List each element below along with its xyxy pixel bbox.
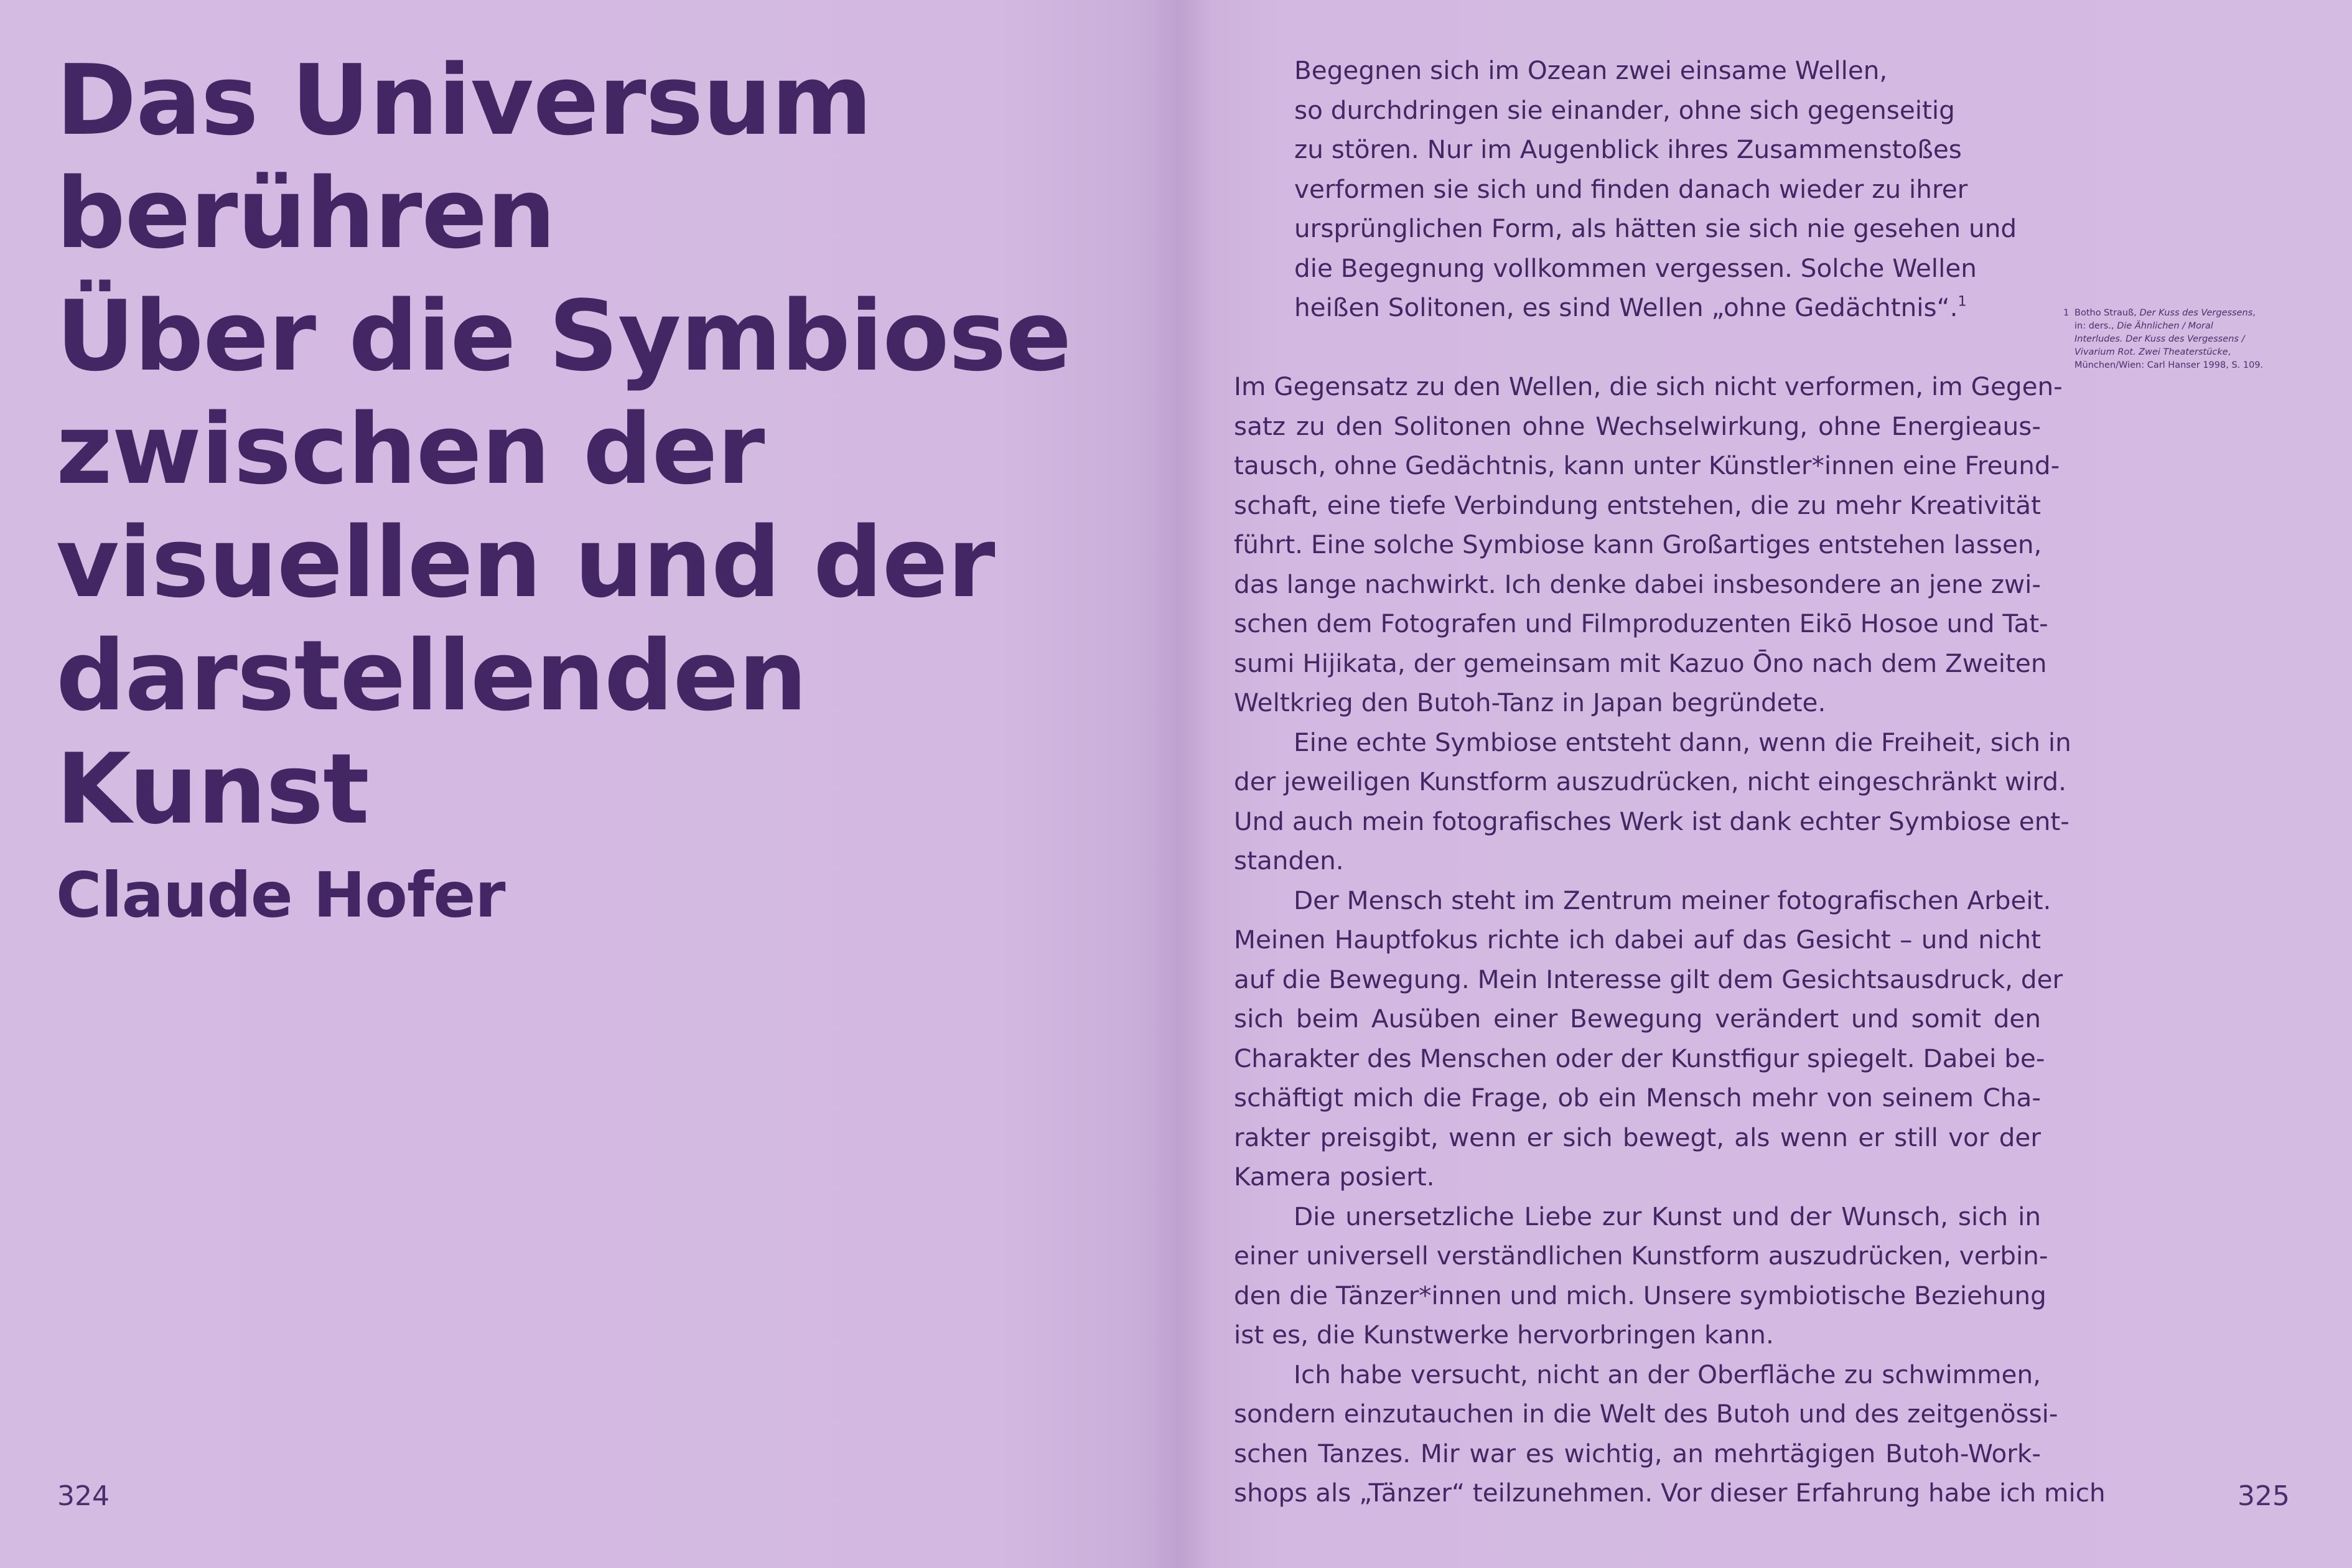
text-line: schaft, eine tiefe Verbindung entstehen, die zu mehr Kreativität (1234, 490, 2041, 520)
text-line: tausch, ohne Gedächtnis, kann unter Künstler*innen eine Freund- (1234, 450, 2060, 480)
page-number-right: 325 (2238, 1480, 2290, 1512)
text-line: Die unersetzliche Liebe zur Kunst und der Wunsch, sich in (1294, 1201, 2041, 1231)
text-line: sich beim Ausüben einer Bewegung verändert und somit den (1234, 1004, 2041, 1034)
text-line: standen. (1234, 846, 1344, 875)
footnote (2063, 307, 2289, 372)
right-page (1176, 0, 2352, 1568)
paragraph (1234, 367, 2063, 723)
subtitle-line: darstellenden Kunst (56, 619, 807, 846)
epigraph-line: so durchdringen sie einander, ohne sich gegenseitig (1294, 95, 1955, 125)
text-line: führt. Eine solche Symbiose kann Großartiges entstehen lassen, (1234, 530, 2042, 559)
chapter-title (56, 44, 1126, 270)
subtitle-line: zwischen der (56, 393, 765, 506)
footnote-number: 1 (2063, 308, 2070, 318)
epigraph (1294, 51, 2017, 328)
footnote-line: Vivarium Rot. Zwei Theaterstücke, (2074, 347, 2231, 357)
text-line: der jeweiligen Kunstform auszudrücken, nicht eingeschränkt wird. (1234, 767, 2066, 796)
paragraph (1234, 723, 2071, 881)
text-line: Kamera posiert. (1234, 1162, 1435, 1192)
body-text (1234, 367, 2106, 1513)
text-line: sondern einzutauchen in die Welt des Butoh und des zeitgenössi- (1234, 1399, 2058, 1429)
text-line: Ich habe versucht, nicht an der Oberfläche zu schwimmen, (1294, 1359, 2041, 1389)
text-line: ist es, die Kunstwerke hervorbringen kann. (1234, 1320, 1774, 1350)
epigraph-line: die Begegnung vollkommen vergessen. Solche Wellen (1294, 253, 1977, 283)
epigraph-line-text: heißen Solitonen, es sind Wellen „ohne Gedächtnis“. (1294, 292, 1958, 322)
footnote-reference[interactable]: 1 (1958, 293, 1967, 310)
author-name: Claude Hofer (56, 859, 505, 931)
paragraph (1234, 1355, 2106, 1513)
text-line: sumi Hijikata, der gemeinsam mit Kazuo Ōno nach dem Zweiten (1234, 648, 2047, 678)
epigraph-line (1294, 288, 1979, 328)
paragraph (1234, 1197, 2048, 1355)
text-line: satz zu den Solitonen ohne Wechselwirkung, ohne Energieaus- (1234, 411, 2041, 441)
text-line: schen Tanzes. Mir war es wichtig, an mehrtägigen Butoh-Work- (1234, 1438, 2041, 1468)
epigraph-line: Begegnen sich im Ozean zwei einsame Wellen, (1294, 55, 1888, 85)
footnote-line: in: ders., Die Ähnlichen / Moral (2074, 321, 2213, 331)
subtitle-line: Über die Symbiose (56, 279, 1071, 393)
text-line: Im Gegensatz zu den Wellen, die sich nicht verformen, im Gegen- (1234, 371, 2063, 401)
subtitle-line: visuellen und der (56, 506, 995, 619)
text-line: Meinen Hauptfokus richte ich dabei auf das Gesicht – und nicht (1234, 925, 2041, 954)
footnote-line: Interludes. Der Kuss des Vergessens / (2074, 334, 2245, 344)
text-line: Und auch mein fotografisches Werk ist dank echter Symbiose ent- (1234, 806, 2070, 836)
footnote-line: München/Wien: Carl Hanser 1998, S. 109. (2074, 360, 2264, 370)
epigraph-line: verformen sie sich und finden danach wieder zu ihrer (1294, 174, 1968, 204)
text-line: das lange nachwirkt. Ich denke dabei insbesondere an jene zwi- (1234, 569, 2041, 599)
text-line: auf die Bewegung. Mein Interesse gilt dem Gesichtsausdruck, der (1234, 964, 2063, 994)
text-line: shops als „Tänzer“ teilzunehmen. Vor dieser Erfahrung habe ich mich (1234, 1478, 2106, 1508)
page-number-left: 324 (57, 1480, 110, 1512)
title-line: berühren (56, 157, 556, 270)
epigraph-line: zu stören. Nur im Augenblick ihres Zusammenstoßes (1294, 134, 1962, 164)
text-line: den die Tänzer*innen und mich. Unsere symbiotische Beziehung (1234, 1280, 2046, 1310)
paragraph (1234, 881, 2063, 1197)
text-line: rakter preisgibt, wenn er sich bewegt, als wenn er still vor der (1234, 1122, 2041, 1152)
text-line: schen dem Fotografen und Filmproduzenten Eikō Hosoe und Tat- (1234, 609, 2048, 638)
chapter-title-block (56, 44, 1126, 933)
text-line: Weltkrieg den Butoh-Tanz in Japan begründete. (1234, 688, 1826, 717)
footnote-line: Botho Strauß, Der Kuss des Vergessens, (2074, 308, 2256, 318)
chapter-subtitle (56, 279, 1126, 846)
title-line: Das Universum (56, 44, 872, 157)
text-line: schäftigt mich die Frage, ob ein Mensch mehr von seinem Cha- (1234, 1083, 2041, 1113)
text-line: Der Mensch steht im Zentrum meiner fotografischen Arbeit. (1294, 885, 2051, 915)
epigraph-line: ursprünglichen Form, als hätten sie sich nie gesehen und (1294, 213, 2017, 243)
text-line: einer universell verständlichen Kunstform auszudrücken, verbin- (1234, 1241, 2048, 1271)
text-line: Charakter des Menschen oder der Kunstfigur spiegelt. Dabei be- (1234, 1043, 2045, 1073)
text-line: Eine echte Symbiose entsteht dann, wenn die Freiheit, sich in (1294, 727, 2071, 757)
